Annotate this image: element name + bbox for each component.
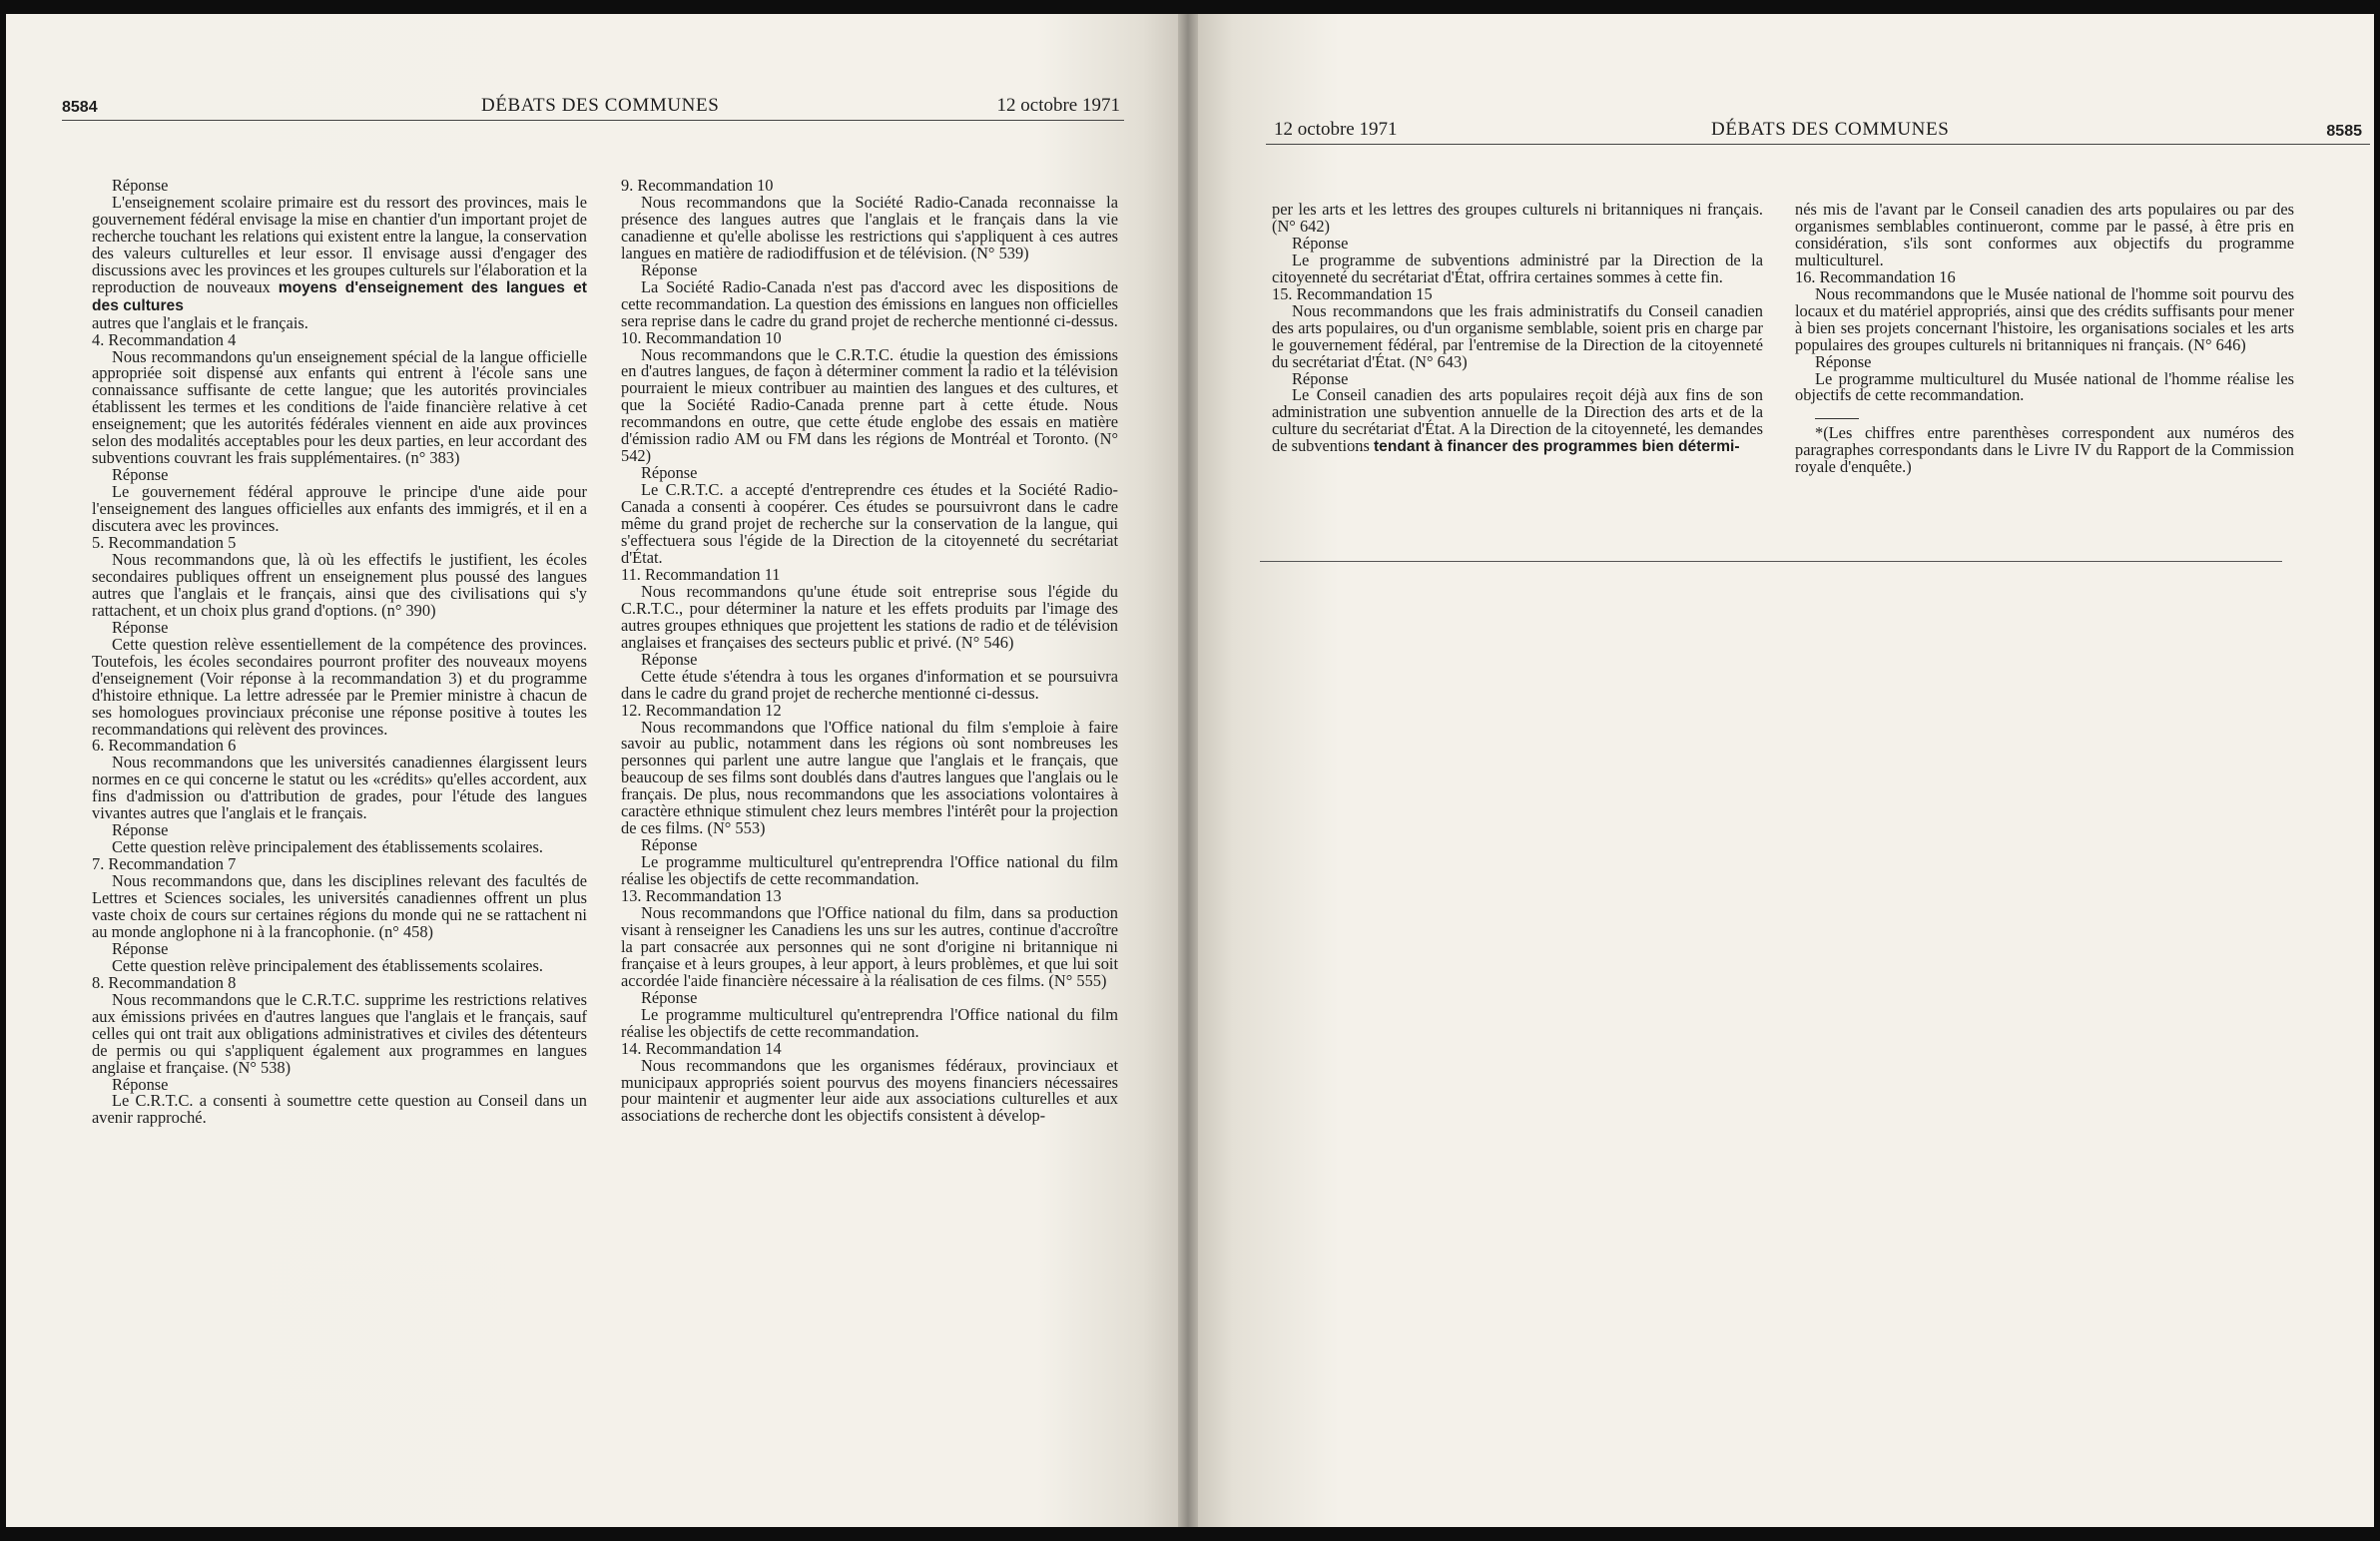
paragraph-text: Nous recommandons qu'une étude soit entreprise sous l'égide du C.R.T.C., pour déterminer la nature et les effets produits par l'image des autres groupes ethniques que projettent les stations de radio et de télévision anglaises et françaises des secteurs public et privé. (N° 546) bbox=[621, 581, 1118, 652]
paragraph-text: Nous recommandons que la Société Radio-Canada reconnaisse la présence des langues autres que l'anglais et le français dans la vie canadienne et qu'elle abolisse les restrictions qui s'appliquent à ces autres langues en matière de radiodiffusion et de télévision. (N° 539) bbox=[621, 192, 1118, 262]
paragraph bbox=[621, 902, 1118, 990]
paragraph bbox=[92, 346, 587, 468]
paragraph-text: 7. Recommandation 7 bbox=[92, 854, 237, 874]
paragraph bbox=[621, 482, 1118, 567]
right-page-number: 8585 bbox=[2326, 123, 2362, 140]
bold-text: tendant à financer des programmes bien détermi- bbox=[1373, 438, 1740, 456]
paragraph-continuation bbox=[1272, 202, 1763, 236]
paragraph-text: per les arts et les lettres des groupes culturels ni britanniques ni français. (N° 642) bbox=[1272, 200, 1763, 236]
paragraph bbox=[92, 549, 587, 620]
paragraph-text: Nous recommandons qu'un enseignement spécial de la langue officielle appropriée soit dispensé aux enfants qui entrent à l'école sans une connaissance suffisante de cette langue; que les autorités provinciales établissent les termes et les conditions de l'aide financière relative à cet enseignement; que les autorités fédérales viennent en aide aux provinces selon des modalités acceptables pour les deux parties, en leur accordant des subventions couvrant les frais supplémentaires. (n° 383) bbox=[92, 346, 587, 468]
paragraph-text: 12. Recommandation 12 bbox=[621, 700, 782, 720]
paragraph-text: Réponse bbox=[641, 835, 698, 855]
paragraph-text: Le gouvernement fédéral approuve le principe d'une aide pour l'enseignement des langues officielles aux enfants des immigrés, et il en a discutera avec les provinces. bbox=[92, 482, 587, 536]
left-page bbox=[6, 14, 1178, 1527]
paragraph-text: Réponse bbox=[641, 649, 698, 669]
paragraph-text: La Société Radio-Canada n'est pas d'accord avec les dispositions de cette recommandation. La question des émissions en langues non officielles sera reprise dans le cadre du grand projet de recherche mentionné ci-dessus. bbox=[621, 276, 1118, 330]
paragraph-text: Cette question relève principalement des établissements scolaires. bbox=[112, 955, 543, 975]
paragraph bbox=[92, 755, 587, 822]
paragraph bbox=[92, 634, 587, 739]
paragraph-text: 14. Recommandation 14 bbox=[621, 1038, 782, 1058]
paragraph bbox=[92, 873, 587, 941]
paragraph-text: Le Conseil canadien des arts populaires reçoit déjà aux fins de son administration une subvention annuelle de la Direction des arts et de la culture du secrétariat d'État. A la Direction de la citoyenneté, les demandes de subventions bbox=[1272, 385, 1763, 456]
paragraph-text: Nous recommandons que le Musée national de l'homme soit pourvu des locaux et du matériel appropriés, ainsi que des crédits suffisants pour mener à bien ses projets concernant l'histoire, les organisations sociales et les arts populaires des groupes culturels ni britanniques ni français. (N° 646) bbox=[1795, 283, 2294, 354]
left-column-1 bbox=[92, 178, 587, 1127]
paragraph-text: Nous recommandons que le C.R.T.C. supprime les restrictions relatives aux émissions privées en d'autres langues que l'anglais et le français, sauf celles qui ont trait aux obligations administratives et civiles des détenteurs de permis ou qui s'appliquent également aux programmes en langues anglaise et française. (N° 538) bbox=[92, 989, 587, 1077]
paragraph-text: L'enseignement scolaire primaire est du ressort des provinces, mais le gouvernement fédéral envisage la mise en chantier d'un important projet de recherche touchant les relations qui existent entre la langue, la conservation des valeurs culturelles et leur essor. Il envisage aussi d'engager des discussions avec les provinces et les groupes culturels sur l'élaboration et la reproduction de nouveaux bbox=[92, 192, 587, 296]
paragraph bbox=[621, 854, 1118, 888]
paragraph-text: Nous recommandons que les frais administratifs du Conseil canadien des arts populaires, ou d'un organisme semblable, soient pris en charge par le gouvernement fédéral, par l'entremise de la Direction de la citoyenneté du secrétariat d'État. (N° 643) bbox=[1272, 300, 1763, 371]
paragraph bbox=[621, 192, 1118, 262]
paragraph-text: Réponse bbox=[112, 465, 169, 485]
paragraph bbox=[92, 1093, 587, 1127]
paragraph bbox=[621, 717, 1118, 838]
left-column-2 bbox=[621, 178, 1118, 1125]
paragraph-text: Réponse bbox=[641, 463, 698, 483]
paragraph-text: 11. Recommandation 11 bbox=[621, 564, 781, 584]
paragraph-text: 9. Recommandation 10 bbox=[621, 176, 774, 195]
right-page bbox=[1198, 14, 2374, 1527]
paragraph bbox=[621, 581, 1118, 652]
paragraph-text: Réponse bbox=[1292, 368, 1349, 388]
paragraph-text: 4. Recommandation 4 bbox=[92, 329, 237, 349]
paragraph-text: Réponse bbox=[112, 617, 169, 637]
paragraph-text: Nous recommandons que les universités canadiennes élargissent leurs normes en ce qui concerne le statut ou les «crédits» qu'elles accordent, aux fins d'admission ou d'attribution de grades, pour l'étude des langues vivantes autres que l'anglais et le français. bbox=[92, 753, 587, 823]
footnote: *(Les chiffres entre parenthèses correspondent aux numéros des paragraphes correspondants dans le Livre IV du Rapport de la Commission royale d'enquête.) bbox=[1795, 423, 2294, 477]
paragraph-text: 16. Recommandation 16 bbox=[1795, 266, 1956, 286]
paragraph bbox=[1272, 300, 1763, 371]
paragraph bbox=[621, 1004, 1118, 1041]
paragraph-text: Nous recommandons que, dans les disciplines relevant des facultés de Lettres et Sciences sociales, les universités canadiennes offrent un plus vaste choix de cours sur certaines régions du monde qui ne se rattachent ni au monde anglophone ni à la francophonie. (n° 458) bbox=[92, 871, 587, 941]
paragraph-text: Cette étude s'étendra à tous les organes d'information et se poursuivra dans le cadre du grand projet de recherche mentionné ci-dessus. bbox=[621, 666, 1118, 703]
page-end-rule bbox=[1260, 561, 2282, 562]
paragraph-text: Réponse bbox=[112, 1074, 169, 1094]
bold-text: moyens d'enseignement des langues et des cultures bbox=[92, 278, 588, 314]
paragraph-text: autres que l'anglais et le français. bbox=[92, 312, 308, 332]
paragraph-text: Réponse bbox=[1815, 351, 1872, 371]
paragraph bbox=[621, 276, 1118, 330]
paragraph-text: Le C.R.T.C. a accepté d'entreprendre ces études et la Société Radio-Canada a consenti à coopérer. Ces études se poursuivront dans le cadre même du grand projet de recherche sur la conservation de la langue, qui s'effectuera sous l'égide de la Direction de la citoyenneté du secrétariat d'État. bbox=[621, 480, 1118, 567]
book-gutter bbox=[1178, 14, 1198, 1527]
paragraph-text: Nous recommandons que le C.R.T.C. étudie la question des émissions en d'autres langues, de façon à déterminer comment la radio et la télévision pourraient le mieux contribuer au maintien des langues et des cultures, et que la Société Radio-Canada prenne part à cette étude. Nous recommandons en outre, que cette étude englobe des essais en matière d'émission radio AM ou FM dans les régions de Montréal et Toronto. (N° 542) bbox=[621, 344, 1118, 466]
paragraph bbox=[1272, 250, 1763, 286]
left-page-number: 8584 bbox=[62, 99, 98, 116]
right-page-header bbox=[1266, 114, 2370, 145]
paragraph bbox=[621, 1055, 1118, 1126]
right-column-2 bbox=[1795, 202, 2294, 476]
paragraph-text: nés mis de l'avant par le Conseil canadien des arts populaires ou par des organismes semblables continueront, comme par le passé, à être pris en considération, s'ils sont conformes aux objectifs du programme multiculturel. bbox=[1795, 200, 2294, 269]
left-header-date: 12 octobre 1971 bbox=[996, 95, 1120, 116]
paragraph-text: Nous recommandons que l'Office national du film, dans sa production visant à renseigner les Canadiens les uns sur les autres, continue d'accroître la part consacrée aux personnes qui ne sont d'origine ni britannique ni française et à leurs groupes, à leur apport, à leurs problèmes, et que lui soit accordée l'aide financière nécessaire à la réalisation de ces films. (N° 555) bbox=[621, 902, 1118, 990]
paragraph-text: Réponse bbox=[112, 938, 169, 958]
paragraph bbox=[92, 484, 587, 535]
paragraph-text: Réponse bbox=[112, 176, 169, 195]
paragraph bbox=[621, 344, 1118, 466]
right-running-title: DÉBATS DES COMMUNES bbox=[1711, 119, 1950, 140]
paragraph-text: Nous recommandons que, là où les effectifs le justifient, les écoles secondaires publiques offrent un enseignement plus poussé des langues autres que l'anglais et le français, ainsi que des civilisations qui s'y rattachent, et un choix plus grand d'options. (n° 390) bbox=[92, 549, 587, 620]
paragraph bbox=[1795, 368, 2294, 405]
paragraph bbox=[1795, 283, 2294, 354]
paragraph-text: Le programme multiculturel du Musée national de l'homme réalise les objectifs de cette recommandation. bbox=[1795, 368, 2294, 405]
left-running-title: DÉBATS DES COMMUNES bbox=[481, 95, 720, 116]
paragraph-text: Le programme multiculturel qu'entreprendra l'Office national du film réalise les objectifs de cette recommandation. bbox=[621, 852, 1118, 889]
paragraph-text: Nous recommandons que les organismes fédéraux, provinciaux et municipaux appropriés soient pourvus des moyens financiers nécessaires pour maintenir et augmenter leur aide aux associations culturelles et aux associations de recherche dont les objectifs consistent à dévelop- bbox=[621, 1055, 1118, 1126]
paragraph-text: Le programme de subventions administré par la Direction de la citoyenneté du secrétariat d'État, offrira certaines sommes à cette fin. bbox=[1272, 250, 1763, 286]
paragraph-text: 5. Recommandation 5 bbox=[92, 533, 237, 553]
paragraph-text: Réponse bbox=[641, 987, 698, 1007]
paragraph-text: Le programme multiculturel qu'entreprendra l'Office national du film réalise les objectifs de cette recommandation. bbox=[621, 1004, 1118, 1041]
right-header-date: 12 octobre 1971 bbox=[1274, 119, 1398, 140]
paragraph bbox=[92, 989, 587, 1077]
paragraph-text: Cette question relève essentiellement de la compétence des provinces. Toutefois, les écoles secondaires pourront profiter des nouveaux moyens d'enseignement (Voir réponse à la recommandation 3) et du programme d'histoire ethnique. La lettre adressée par le Premier ministre à chacun de ses homologues provinciaux préconise une réponse positive à toutes les recommandations qui relèvent des provinces. bbox=[92, 634, 587, 739]
paragraph-text: Le C.R.T.C. a consenti à soumettre cette question au Conseil dans un avenir rapproché. bbox=[92, 1091, 587, 1128]
paragraph-text: Réponse bbox=[112, 820, 169, 840]
paragraph bbox=[1272, 387, 1763, 456]
footnote-rule bbox=[1815, 418, 1859, 419]
right-column-2-body bbox=[1795, 202, 2294, 404]
paragraph-text: Réponse bbox=[1292, 233, 1349, 253]
paragraph-text: 15. Recommandation 15 bbox=[1272, 283, 1433, 303]
paragraph-continuation bbox=[1795, 202, 2294, 269]
paragraph-text: 10. Recommandation 10 bbox=[621, 327, 782, 347]
paragraph bbox=[621, 666, 1118, 703]
paragraph-text: Cette question relève principalement des établissements scolaires. bbox=[112, 837, 543, 857]
paragraph-text: 6. Recommandation 6 bbox=[92, 736, 237, 756]
left-page-header bbox=[62, 90, 1124, 121]
paragraph-text: Nous recommandons que l'Office national du film s'emploie à faire savoir au public, notamment dans les régions où sont nombreuses les personnes qui parlent une autre langue que l'anglais et le français, que beaucoup de ses films sont doublés dans d'autres langues que l'anglais ou le français. De plus, nous recommandons que les associations volontaires à caractère ethnique stimulent chez leurs membres l'intérêt pour la projection de ces films. (N° 553) bbox=[621, 717, 1118, 838]
paragraph-text: 13. Recommandation 13 bbox=[621, 886, 782, 906]
paragraph-text: 8. Recommandation 8 bbox=[92, 972, 237, 992]
paragraph bbox=[92, 192, 588, 315]
right-column-1 bbox=[1272, 202, 1763, 456]
paragraph-text: Réponse bbox=[641, 259, 698, 279]
